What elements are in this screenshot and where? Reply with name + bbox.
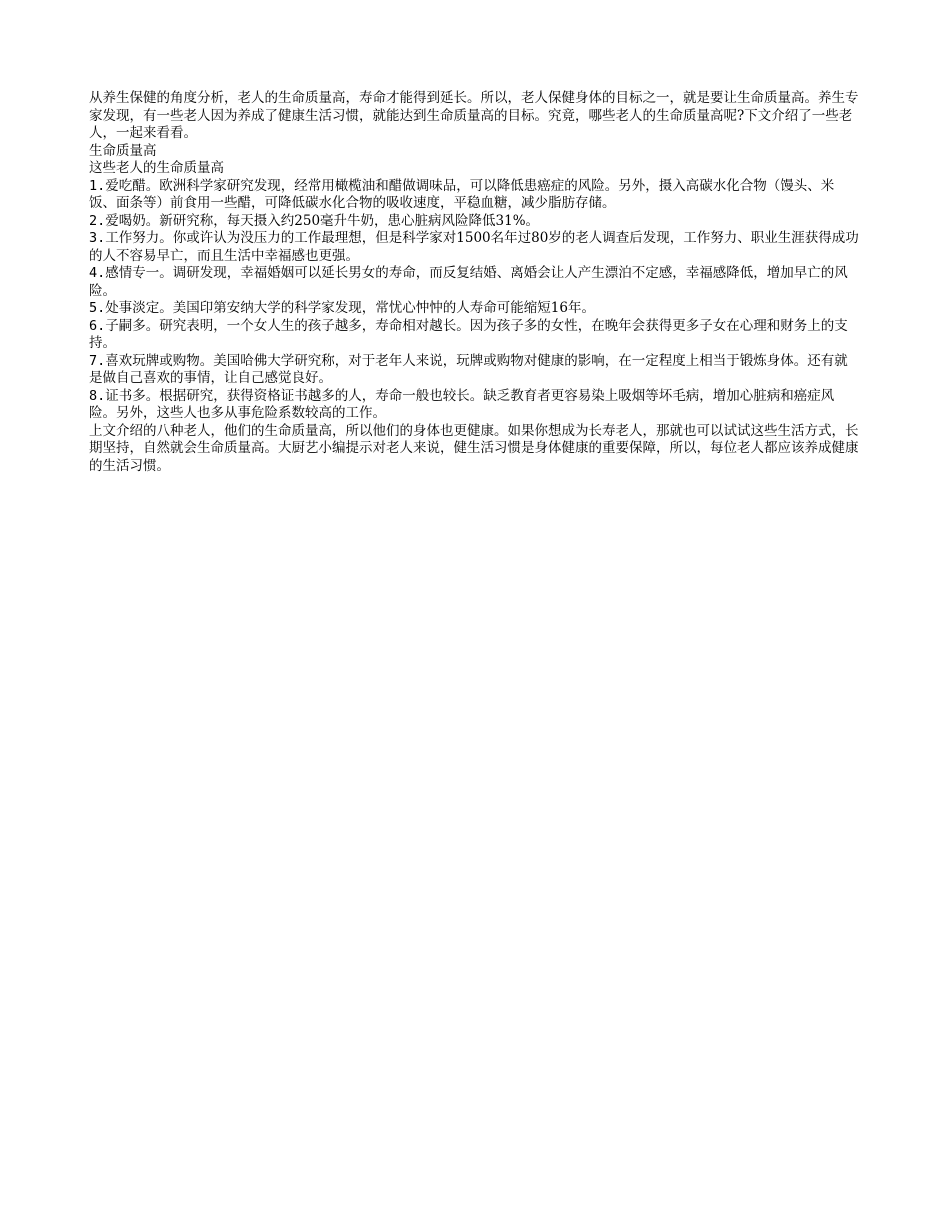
article-body: [89, 90, 861, 475]
list-item-number: 7.: [89, 352, 106, 369]
list-item-number: 3.: [89, 230, 106, 246]
list-item-number: 8.: [89, 387, 106, 404]
list-item-1: [89, 178, 861, 213]
list-item-text: 证书多。根据研究，获得资格证书越多的人，寿命一般也较长。缺乏教育者更容易染上吸烟等坏毛病，增加心脏病和癌症风险。另外，这些人也多从事危险系数较高的工作。: [89, 387, 835, 421]
intro-paragraph: 从养生保健的角度分析，老人的生命质量高，寿命才能得到延长。所以，老人保健身体的目标之一，就是要让生命质量高。养生专家发现，有一些老人因为养成了健康生活习惯，就能达到生命质量高的目标。究竟，哪些老人的生命质量高呢?下文介绍了一些老人，一起来看看。: [89, 90, 859, 141]
list-item-2: [89, 213, 861, 231]
article-title: 生命质量高: [89, 142, 157, 159]
list-item-number: 2.: [89, 212, 106, 229]
list-item-3: [89, 230, 861, 265]
list-item-text: 喜欢玩牌或购物。美国哈佛大学研究称，对于老年人来说，玩牌或购物对健康的影响，在一定程度上相当于锻炼身体。还有就是做自己喜欢的事情，让自己感觉良好。: [89, 352, 848, 386]
list-item-text: 爱吃醋。欧洲科学家研究发现，经常用橄榄油和醋做调味品，可以降低患癌症的风险。另外，摄入高碳水化合物（馒头、米饭、面条等）前食用一些醋，可降低碳水化合物的吸收速度，平稳血糖，减少脂肪存储。: [89, 177, 835, 211]
list-item-7: [89, 353, 861, 388]
list-item-text: 感情专一。调研发现，幸福婚姻可以延长男女的寿命，而反复结婚、离婚会让人产生漂泊不定感，幸福感降低，增加早亡的风险。: [89, 265, 848, 299]
list-item-text: 处事淡定。美国印第安纳大学的科学家发现，常忧心忡忡的人寿命可能缩短16年。: [105, 300, 595, 316]
list-item-8: [89, 388, 861, 423]
list-item-number: 6.: [89, 317, 106, 334]
conclusion-paragraph: 上文介绍的八种老人，他们的生命质量高，所以他们的身体也更健康。如果你想成为长寿老人，那就也可以试试这些生活方式，长期坚持，自然就会生命质量高。大厨艺小编提示对老人来说，健生活习惯是身体健康的重要保障，所以，每位老人都应该养成健康的生活习惯。: [89, 422, 859, 474]
list-item-number: 4.: [89, 265, 106, 281]
list-item-5: [89, 300, 861, 318]
list-item-4: [89, 265, 861, 300]
article-subtitle: 这些老人的生命质量高: [89, 160, 224, 176]
list-item-number: 5.: [89, 300, 106, 316]
list-item-text: 子嗣多。研究表明，一个女人生的孩子越多，寿命相对越长。因为孩子多的女性，在晚年会获得更多子女在心理和财务上的支持。: [89, 317, 848, 351]
list-item-number: 1.: [89, 177, 106, 194]
list-item-text: 工作努力。你或许认为没压力的工作最理想，但是科学家对1500名年过80岁的老人调查后发现，工作努力、职业生涯获得成功的人不容易早亡，而且生活中幸福感也更强。: [89, 230, 859, 264]
list-item-6: [89, 318, 861, 353]
list-item-text: 爱喝奶。新研究称，每天摄入约250毫升牛奶，患心脏病风险降低31%。: [105, 212, 540, 229]
